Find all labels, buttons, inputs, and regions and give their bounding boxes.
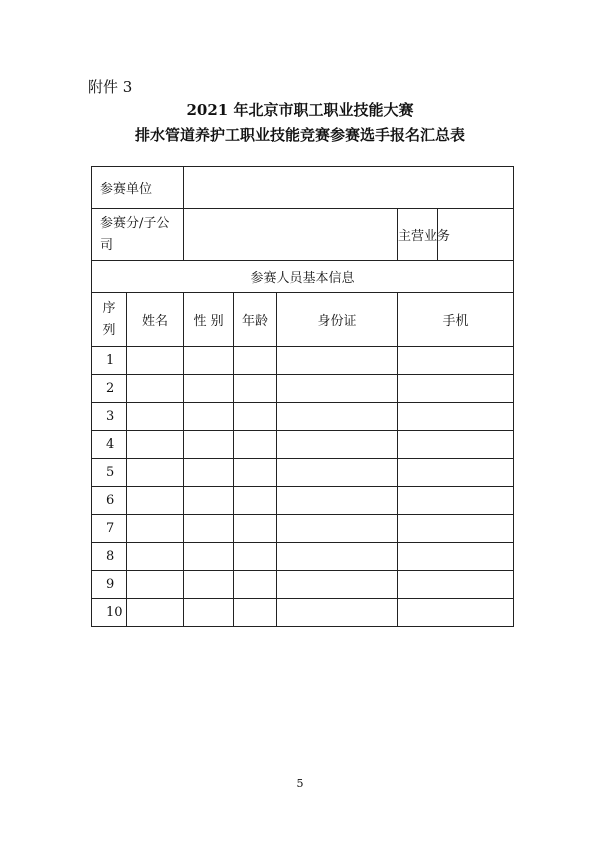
table-row [92, 543, 514, 571]
table-row [92, 431, 514, 459]
gender-cell[interactable] [184, 543, 234, 571]
id-card-cell[interactable] [277, 375, 398, 403]
row-number: 8 [92, 543, 127, 571]
registration-table [91, 166, 514, 627]
section-row [92, 261, 514, 293]
section-title: 参赛人员基本信息 [92, 261, 514, 293]
id-card-cell[interactable] [277, 459, 398, 487]
phone-cell[interactable] [398, 431, 514, 459]
age-cell[interactable] [234, 571, 277, 599]
col-gender-header: 性 别 [184, 293, 234, 347]
col-age-header: 年龄 [234, 293, 277, 347]
phone-cell[interactable] [398, 403, 514, 431]
gender-cell[interactable] [184, 431, 234, 459]
page-number: 5 [296, 777, 304, 790]
id-card-cell[interactable] [277, 487, 398, 515]
gender-cell[interactable] [184, 375, 234, 403]
unit-label: 参赛单位 [92, 167, 184, 209]
table-row [92, 599, 514, 627]
phone-cell[interactable] [398, 571, 514, 599]
col-seq-line1: 序 [102, 300, 116, 316]
unit-value-cell[interactable] [184, 167, 514, 209]
column-header-row [92, 293, 514, 347]
branch-label-line1: 参赛分/子公 [100, 215, 170, 231]
row-number: 4 [92, 431, 127, 459]
table-row [92, 515, 514, 543]
branch-label [92, 209, 184, 261]
table-row [92, 459, 514, 487]
phone-cell[interactable] [398, 487, 514, 515]
age-cell[interactable] [234, 543, 277, 571]
gender-cell[interactable] [184, 599, 234, 627]
gender-cell[interactable] [184, 487, 234, 515]
col-seq-line2: 列 [102, 322, 116, 338]
age-cell[interactable] [234, 347, 277, 375]
name-cell[interactable] [127, 375, 184, 403]
age-cell[interactable] [234, 431, 277, 459]
age-cell[interactable] [234, 599, 277, 627]
unit-row [92, 167, 514, 209]
name-cell[interactable] [127, 403, 184, 431]
row-number: 7 [92, 515, 127, 543]
branch-label-line2: 司 [100, 237, 114, 253]
gender-cell[interactable] [184, 571, 234, 599]
table-row [92, 487, 514, 515]
phone-cell[interactable] [398, 599, 514, 627]
col-id-card-header: 身份证 [277, 293, 398, 347]
age-cell[interactable] [234, 459, 277, 487]
col-seq-header [92, 293, 127, 347]
name-cell[interactable] [127, 571, 184, 599]
age-cell[interactable] [234, 375, 277, 403]
phone-cell[interactable] [398, 375, 514, 403]
document-title: 2021 年北京市职工职业技能大赛 [186, 101, 414, 119]
gender-cell[interactable] [184, 403, 234, 431]
name-cell[interactable] [127, 459, 184, 487]
table-row [92, 403, 514, 431]
table-row [92, 375, 514, 403]
business-label: 主营业务 [398, 209, 438, 261]
row-number: 3 [92, 403, 127, 431]
gender-cell[interactable] [184, 347, 234, 375]
id-card-cell[interactable] [277, 571, 398, 599]
age-cell[interactable] [234, 403, 277, 431]
data-rows [92, 347, 514, 627]
gender-cell[interactable] [184, 459, 234, 487]
name-cell[interactable] [127, 487, 184, 515]
table-row [92, 347, 514, 375]
id-card-cell[interactable] [277, 599, 398, 627]
row-number: 2 [92, 375, 127, 403]
row-number: 6 [92, 487, 127, 515]
id-card-cell[interactable] [277, 431, 398, 459]
id-card-cell[interactable] [277, 515, 398, 543]
name-cell[interactable] [127, 347, 184, 375]
id-card-cell[interactable] [277, 543, 398, 571]
phone-cell[interactable] [398, 543, 514, 571]
branch-value-cell[interactable] [184, 209, 398, 261]
gender-cell[interactable] [184, 515, 234, 543]
attachment-label: 附件 3 [88, 78, 133, 96]
table-row [92, 571, 514, 599]
name-cell[interactable] [127, 599, 184, 627]
col-name-header: 姓名 [127, 293, 184, 347]
phone-cell[interactable] [398, 347, 514, 375]
age-cell[interactable] [234, 515, 277, 543]
name-cell[interactable] [127, 431, 184, 459]
name-cell[interactable] [127, 515, 184, 543]
row-number: 10 [92, 599, 127, 627]
id-card-cell[interactable] [277, 403, 398, 431]
row-number: 1 [92, 347, 127, 375]
phone-cell[interactable] [398, 515, 514, 543]
name-cell[interactable] [127, 543, 184, 571]
branch-row [92, 209, 514, 261]
row-number: 9 [92, 571, 127, 599]
row-number: 5 [92, 459, 127, 487]
age-cell[interactable] [234, 487, 277, 515]
col-phone-header: 手机 [398, 293, 514, 347]
document-subtitle: 排水管道养护工职业技能竞赛参赛选手报名汇总表 [134, 126, 465, 144]
id-card-cell[interactable] [277, 347, 398, 375]
phone-cell[interactable] [398, 459, 514, 487]
